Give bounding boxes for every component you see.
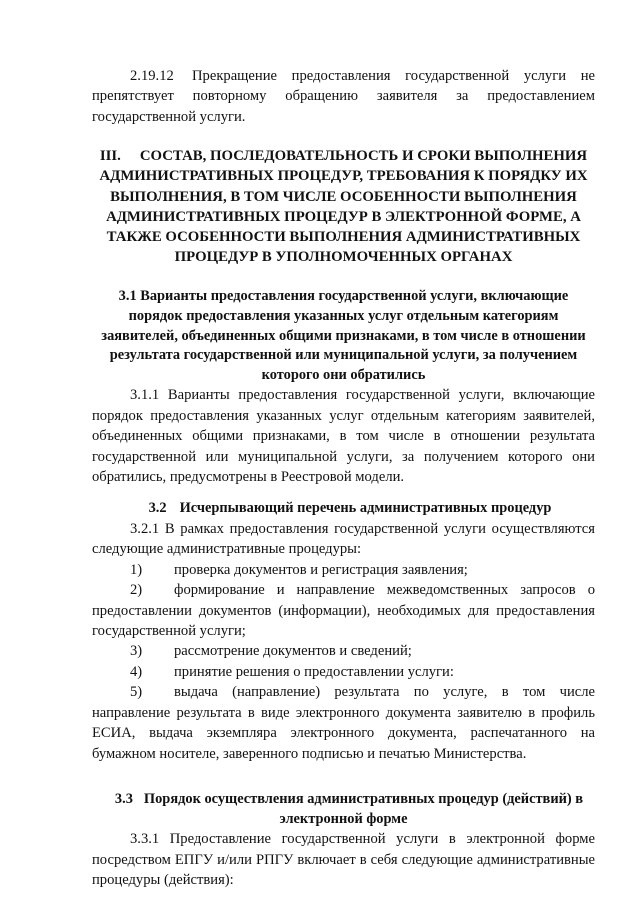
paragraph-3-3-1: 3.3.1 Предоставление государственной услуги в электронной форме посредством ЕПГУ и/или РПГУ включает в себя следующие административные процедуры (действия): <box>92 831 595 888</box>
list-item-number: 2) <box>130 582 143 599</box>
list-item-text: рассмотрение документов и сведений; <box>174 643 412 660</box>
subsection-number: 3.2 <box>148 500 167 517</box>
list-item <box>92 641 595 661</box>
subsection-3-2-heading <box>92 499 595 519</box>
paragraph-3-2-1: 3.2.1 В рамках предоставления государственной услуги осуществляются следующие административные процедуры: <box>92 521 595 558</box>
paragraph-text: Прекращение предоставления государственной услуги не препятствует повторному обращению заявителя за предоставлением государственной услуги. <box>92 68 595 125</box>
list-item-text: формирование и направление межведомственных запросов о предоставлении документов (информации), необходимых для предоставления государственной услуги; <box>92 582 595 640</box>
section-iii-heading <box>92 146 595 267</box>
list-item <box>92 662 595 682</box>
paragraph-number: 2.19.12 <box>130 68 174 84</box>
subsection-title: Исчерпывающий перечень административных процедур <box>179 500 552 517</box>
list-item <box>92 560 595 580</box>
list-item-text: принятие решения о предоставлении услуги: <box>174 663 454 680</box>
list-item <box>92 682 595 764</box>
list-item-text: проверка документов и регистрация заявления; <box>174 561 468 578</box>
list-item-text: выдача (направление) результата по услуге, в том числе направление результата в виде электронного документа заявителю в профиль ЕСИА, выдача экземпляра электронного документа, распечатанного на бумажном носителе, заверенного подписью и печатью Министерства. <box>92 684 595 762</box>
subsection-title: Порядок осуществления административных процедур (действий) в электронной форме <box>143 790 584 827</box>
list-item-number: 1) <box>130 561 143 578</box>
paragraph-2-19-12 <box>92 66 595 127</box>
list-item-number: 5) <box>130 684 143 701</box>
subsection-3-3-heading <box>92 790 595 829</box>
list-item <box>92 580 595 641</box>
section-title: СОСТАВ, ПОСЛЕДОВАТЕЛЬНОСТЬ И СРОКИ ВЫПОЛНЕНИЯ АДМИНИСТРАТИВНЫХ ПРОЦЕДУР, ТРЕБОВАНИЯ К ПОРЯДКУ ИХ ВЫПОЛНЕНИЯ, В ТОМ ЧИСЛЕ ОСОБЕННОСТИ ВЫПОЛНЕНИЯ АДМИНИСТРАТИВНЫХ ПРОЦЕДУР В ЭЛЕКТРОННОЙ ФОРМЕ, А ТАКЖЕ ОСОБЕННОСТИ ВЫПОЛНЕНИЯ АДМИНИСТРАТИВНЫХ ПРОЦЕДУР В УПОЛНОМОЧЕННЫХ ОРГАНАХ <box>99 148 588 266</box>
list-item-number: 4) <box>130 663 143 680</box>
subsection-number: 3.3 <box>114 790 133 807</box>
subsection-3-1-heading: 3.1 Варианты предоставления государственной услуги, включающие порядок предоставления указанных услуг отдельным категориям заявителей, объединенных общими признаками, в том числе в отношении результата государственной или муниципальной услуги, за получением которого они обратились <box>101 288 586 383</box>
section-roman-numeral: III. <box>99 148 121 165</box>
list-item-number: 3) <box>130 643 143 660</box>
page-content <box>92 66 595 890</box>
paragraph-3-1-1: 3.1.1 Варианты предоставления государственной услуги, включающие порядок предоставления указанных услуг отдельным категориям заявителей, объединенных общими признаками, в том числе в отношении результата государственной или муниципальной услуги, за получением которого они обратились, предусмотрены в Реестровой модели. <box>92 387 595 486</box>
